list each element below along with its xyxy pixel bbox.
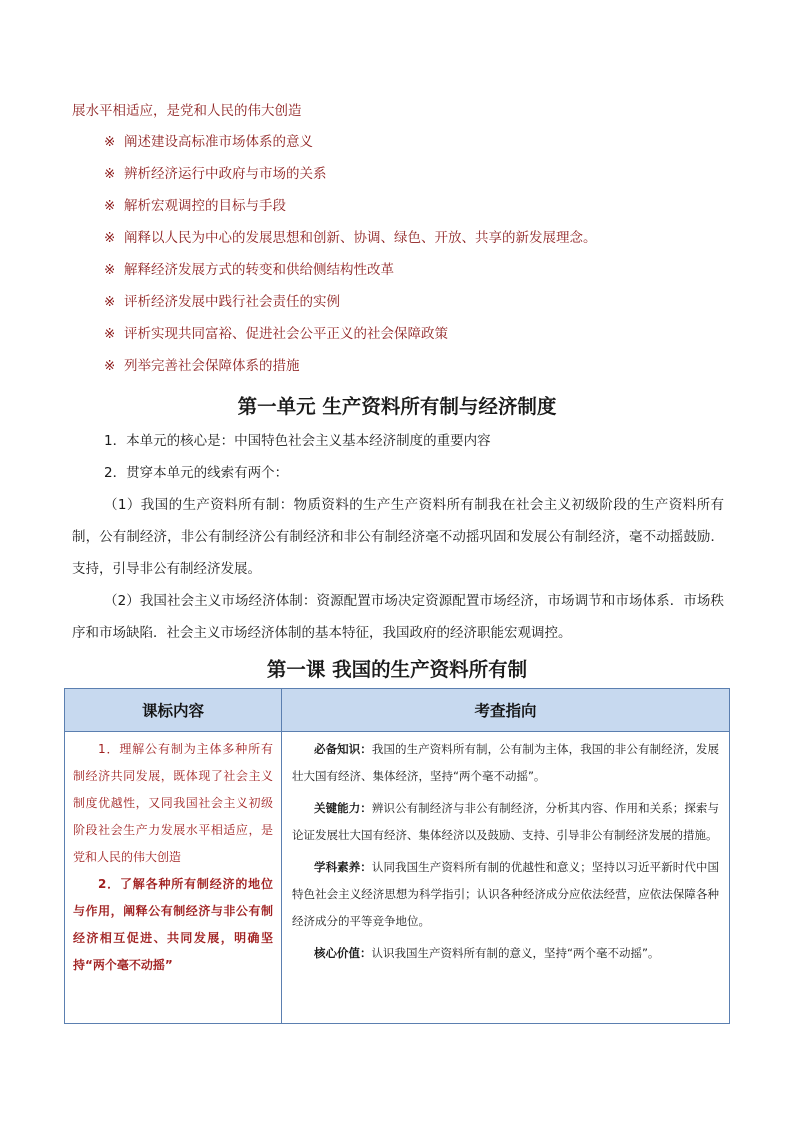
reference-mark-icon: ※ [104, 262, 116, 278]
ability-label: 关键能力： [314, 801, 372, 815]
standards-cell [65, 732, 282, 1024]
table-row [65, 732, 730, 1024]
objective-item: ※ 评析经济发展中践行社会责任的实例 [104, 294, 340, 310]
objective-item: ※ 评析实现共同富裕、促进社会公平正义的社会保障政策 [104, 326, 448, 342]
lesson-title: 第一课 我国的生产资料所有制 [266, 658, 528, 681]
thread-market-paragraph: （2）我国社会主义市场经济体制：资源配置市场决定资源配置市场经济，市场调节和市场体系．市场秩序和市场缺陷．社会主义市场经济体制的基本特征，我国政府的经济职能宏观调控。 [72, 593, 724, 641]
reference-mark-icon: ※ [104, 294, 116, 310]
value-label: 核心价值： [314, 946, 372, 960]
reference-mark-icon: ※ [104, 358, 116, 374]
unit-threads-point: 2．贯穿本单元的线索有两个： [104, 465, 289, 481]
knowledge-label: 必备知识： [314, 742, 372, 756]
literacy-label: 学科素养： [314, 860, 372, 874]
reference-mark-icon: ※ [104, 134, 116, 150]
reference-mark-icon: ※ [104, 326, 116, 342]
unit-core-point: 1．本单元的核心是：中国特色社会主义基本经济制度的重要内容 [104, 433, 491, 449]
curriculum-table [64, 688, 730, 1024]
value-paragraph: 核心价值：认识我国生产资料所有制的意义，坚持“两个毫不动摇”。 [314, 946, 660, 960]
reference-mark-icon: ※ [104, 166, 116, 182]
intro-continuation: 展水平相适应，是党和人民的伟大创造 [72, 103, 302, 119]
assessment-cell [282, 732, 730, 1024]
knowledge-paragraph: 必备知识：我国的生产资料所有制，公有制为主体，我国的非公有制经济，发展壮大国有经济、集体经济，坚持“两个毫不动摇”。 [292, 742, 720, 783]
objective-item: ※ 阐述建设高标准市场体系的意义 [104, 134, 313, 150]
table-header-row [65, 689, 730, 732]
standard-item-1: 1．理解公有制为主体多种所有制经济共同发展，既体现了社会主义制度优越性，又同我国社会主义初级阶段社会生产力发展水平相适应，是党和人民的伟大创造 [73, 742, 273, 864]
literacy-paragraph: 学科素养：认同我国生产资料所有制的优越性和意义；坚持以习近平新时代中国特色社会主义经济思想为科学指引；认识各种经济成分应依法经营，应依法保障各种经济成分的平等竞争地位。 [292, 860, 720, 928]
standard-item-2: 2．了解各种所有制经济的地位与作用，阐释公有制经济与非公有制经济相互促进、共同发展，明确坚持“两个毫不动摇” [73, 877, 273, 972]
ability-paragraph: 关键能力：辨识公有制经济与非公有制经济，分析其内容、作用和关系；探索与论证发展壮大国有经济、集体经济以及鼓励、支持、引导非公有制经济发展的措施。 [292, 801, 720, 842]
thread-ownership-paragraph: （1）我国的生产资料所有制：物质资料的生产生产资料所有制我在社会主义初级阶段的生产资料所有制，公有制经济，非公有制经济公有制经济和非公有制经济毫不动摇巩固和发展公有制经济，毫不动摇鼓励．支持，引导非公有制经济发展。 [72, 497, 724, 577]
objective-item: ※ 解释经济发展方式的转变和供给侧结构性改革 [104, 262, 394, 278]
reference-mark-icon: ※ [104, 230, 116, 246]
column-header-assessment: 考查指向 [282, 689, 730, 732]
unit-title: 第一单元 生产资料所有制与经济制度 [237, 395, 557, 418]
objective-item: ※ 辨析经济运行中政府与市场的关系 [104, 166, 327, 182]
objective-item: ※ 阐释以人民为中心的发展思想和创新、协调、绿色、开放、共享的新发展理念。 [104, 230, 597, 246]
column-header-standards: 课标内容 [65, 689, 282, 732]
objective-item: ※ 解析宏观调控的目标与手段 [104, 198, 286, 214]
objectives-list [104, 132, 597, 388]
reference-mark-icon: ※ [104, 198, 116, 214]
objective-item: ※ 列举完善社会保障体系的措施 [104, 358, 300, 374]
